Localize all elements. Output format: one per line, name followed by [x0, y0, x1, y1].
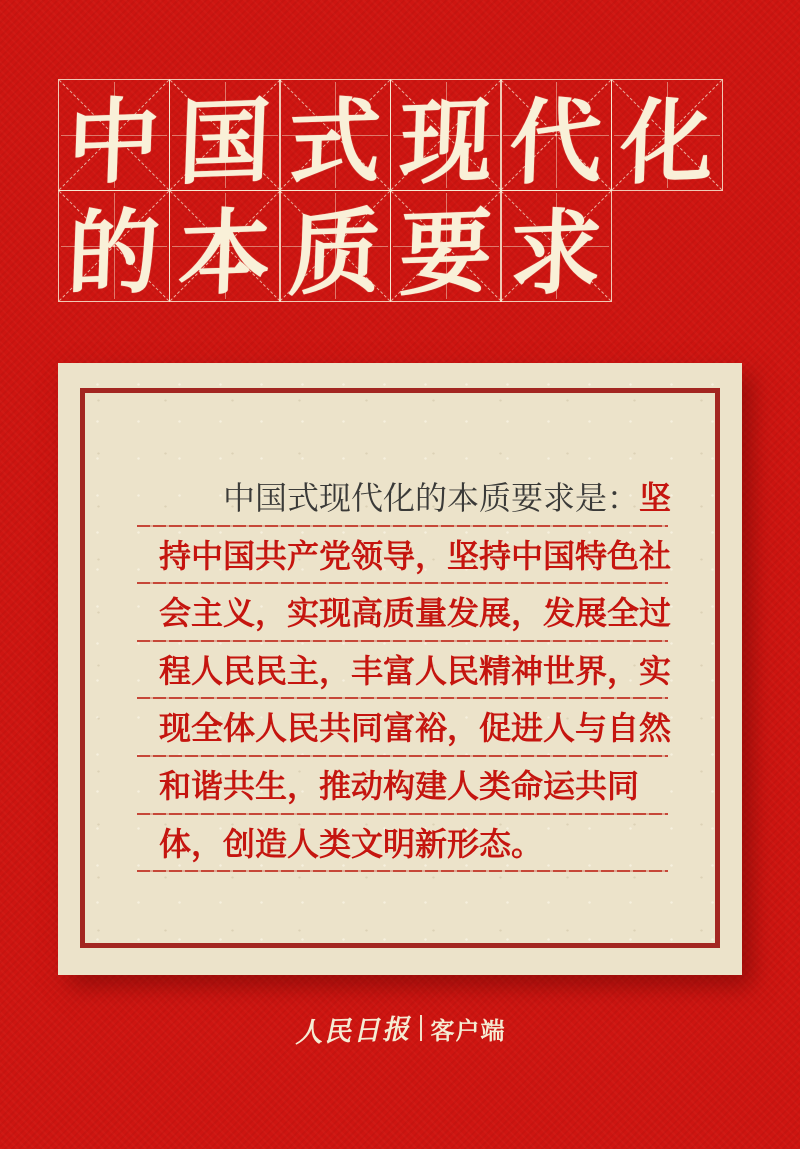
calligraphy-cell — [279, 79, 391, 198]
quote-text-block — [137, 470, 672, 873]
title-character: 现 — [397, 86, 494, 198]
brand-divider — [420, 1015, 422, 1041]
title-grid-row-2 — [58, 190, 612, 309]
calligraphy-cell — [58, 190, 170, 309]
quote-lead-text: 中国式现代化的本质要求是： — [223, 480, 640, 516]
title-character: 求 — [507, 197, 604, 309]
quote-line — [137, 528, 672, 586]
quote-emphasis-text: 会主义，实现高质量发展，发展全过 — [159, 595, 672, 632]
title-character: 国 — [176, 86, 273, 198]
calligraphy-cell — [500, 190, 612, 309]
title-character: 代 — [507, 86, 604, 198]
title-character: 式 — [286, 86, 383, 198]
calligraphy-cell — [169, 79, 281, 198]
calligraphy-cell — [279, 190, 391, 309]
quote-emphasis-text: 和谐共生，推动构建人类命运共同 — [159, 767, 640, 804]
quote-line — [137, 470, 672, 528]
calligraphy-cell — [390, 79, 502, 198]
quote-line — [137, 758, 668, 816]
calligraphy-cell — [390, 190, 502, 309]
calligraphy-cell — [611, 79, 723, 198]
peoples-daily-logotype: 人民日报 — [294, 1013, 412, 1049]
title-character: 化 — [618, 86, 715, 198]
title-grid-row-1 — [58, 79, 723, 198]
title-character: 质 — [286, 197, 383, 309]
title-character: 要 — [397, 197, 494, 309]
quote-emphasis-text: 现全体人民共同富裕，促进人与自然 — [159, 710, 672, 747]
quote-line — [137, 585, 672, 643]
quote-emphasis-text: 坚 — [639, 480, 672, 516]
brand-client-label: 客户端 — [430, 1017, 506, 1045]
footer-brand — [0, 1008, 800, 1048]
quote-line — [137, 816, 668, 874]
title-character: 的 — [65, 197, 162, 309]
quote-line — [137, 700, 672, 758]
calligraphy-cell — [169, 190, 281, 309]
calligraphy-cell — [500, 79, 612, 198]
calligraphy-cell — [58, 79, 170, 198]
title-character: 本 — [176, 197, 273, 309]
title-character: 中 — [65, 86, 162, 198]
quote-emphasis-text: 体，创造人类文明新形态。 — [159, 825, 544, 862]
quote-card — [58, 363, 742, 975]
quote-emphasis-text: 持中国共产党领导，坚持中国特色社 — [159, 537, 672, 574]
quote-emphasis-text: 程人民民主，丰富人民精神世界，实 — [159, 652, 672, 689]
quote-line — [137, 643, 672, 701]
